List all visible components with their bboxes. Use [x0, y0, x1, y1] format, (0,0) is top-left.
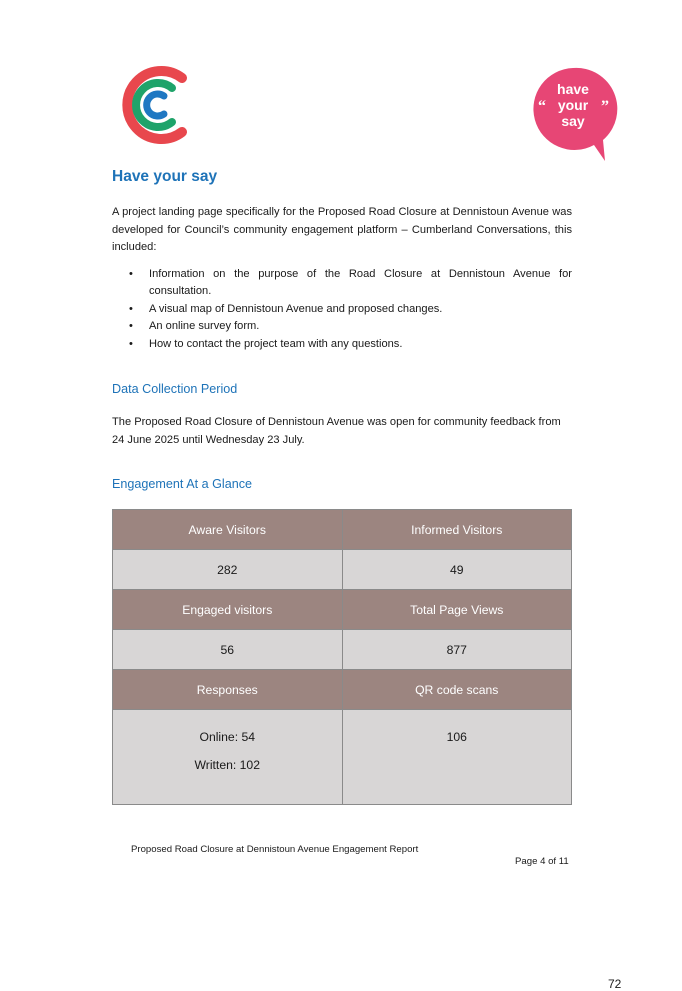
engaged-visitors-value: 56 — [113, 630, 343, 670]
responses-header: Responses — [113, 670, 343, 710]
responses-written: Written: 102 — [194, 758, 260, 772]
qr-code-scans-number: 106 — [446, 730, 467, 744]
bullet-list — [112, 266, 572, 353]
aware-visitors-value: 282 — [113, 550, 343, 590]
have-your-say-line1: have — [557, 81, 589, 97]
qr-code-scans-header: QR code scans — [342, 670, 572, 710]
bullet-item: • An online survey form. — [112, 318, 572, 335]
bullet-item: • A visual map of Dennistoun Avenue and proposed changes. — [112, 301, 572, 318]
total-page-views-value: 877 — [342, 630, 572, 670]
aware-visitors-header: Aware Visitors — [113, 510, 343, 550]
table-value-row — [113, 630, 572, 670]
engagement-table — [112, 509, 572, 805]
table-value-row — [113, 710, 572, 805]
have-your-say-logo — [528, 64, 618, 164]
qr-code-scans-value — [342, 710, 572, 805]
engaged-visitors-header: Engaged visitors — [113, 590, 343, 630]
table-header-row — [113, 510, 572, 550]
page-number: 72 — [608, 977, 622, 991]
data-collection-text: The Proposed Road Closure of Dennistoun Avenue was open for community feedback from 24 June 2025 until Wednesday 23 July. — [112, 416, 561, 446]
table-header-row — [113, 670, 572, 710]
have-your-say-line3: say — [561, 113, 585, 129]
responses-value — [113, 710, 343, 805]
engagement-heading: Engagement At a Glance — [112, 477, 253, 491]
informed-visitors-value: 49 — [342, 550, 572, 590]
have-your-say-line2: your — [557, 97, 589, 113]
bullet-item: • How to contact the project team with any questions. — [112, 336, 572, 353]
table-header-row — [113, 590, 572, 630]
total-page-views-header: Total Page Views — [342, 590, 572, 630]
footer-page-indicator: Page 4 of 11 — [515, 856, 569, 867]
page-heading: Have your say — [112, 168, 218, 185]
cumberland-c-logo-icon — [112, 64, 192, 146]
responses-online: Online: 54 — [199, 730, 256, 744]
bullet-item: • Information on the purpose of the Road Closure at Dennistoun Avenue for consultation. — [112, 266, 572, 301]
data-collection-heading: Data Collection Period — [112, 382, 238, 396]
footer-report-title: Proposed Road Closure at Dennistoun Avenue Engagement Report — [131, 844, 419, 855]
table-value-row — [113, 550, 572, 590]
intro-paragraph: A project landing page specifically for the Proposed Road Closure at Dennistoun Avenue was developed for Council’s community engagement platform – Cumberland Conversations, this included: — [112, 206, 572, 253]
informed-visitors-header: Informed Visitors — [342, 510, 572, 550]
open-quote-icon: “ — [538, 98, 546, 115]
close-quote-icon: ” — [601, 98, 609, 115]
